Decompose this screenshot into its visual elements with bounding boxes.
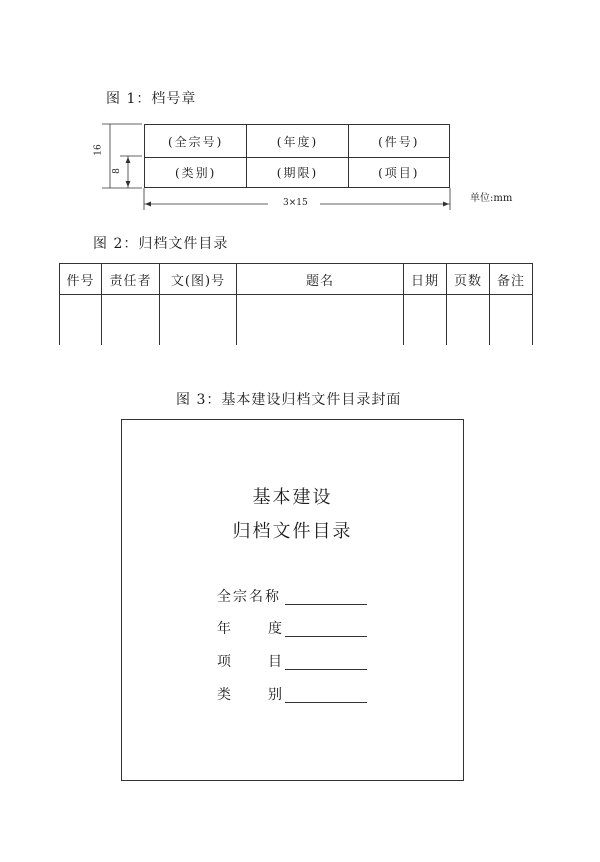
field-label-category xyxy=(217,684,282,704)
column-header-responsible-party: 责任者 xyxy=(102,264,160,295)
column-header-remarks: 备注 xyxy=(490,264,533,295)
stamp-cell-year: (年度) xyxy=(246,125,347,157)
field-line-category xyxy=(285,688,367,703)
field-label-fonds-name: 全宗名称 xyxy=(217,589,281,605)
stamp-cell-fonds-number: (全宗号) xyxy=(167,134,224,149)
field-label-char: 别 xyxy=(268,687,282,703)
field-label-char: 项 xyxy=(217,654,231,670)
field-label-char: 年 xyxy=(217,621,231,637)
column-header-page-count: 页数 xyxy=(447,264,490,295)
field-line-project xyxy=(285,655,367,670)
field-label-char: 类 xyxy=(217,687,231,703)
field-line-fonds-name xyxy=(285,590,367,605)
column-header-item-number: 件号 xyxy=(60,264,102,295)
figure-1-title: 图 1：档号章 xyxy=(106,91,197,107)
cover-title-line-1: 基本建设 xyxy=(252,487,333,508)
archive-catalog-table xyxy=(59,263,533,345)
stamp-cell-project: (项目) xyxy=(348,156,449,188)
stamp-cell-category: (类别) xyxy=(174,165,217,180)
column-header-date: 日期 xyxy=(404,264,447,295)
stamp-cell-retention: (期限) xyxy=(246,156,347,188)
table-header-row xyxy=(60,264,533,295)
catalog-cover xyxy=(121,419,464,781)
dimension-lines xyxy=(90,118,470,218)
cover-title-line-2: 归档文件目录 xyxy=(232,521,353,542)
field-line-year xyxy=(285,622,367,637)
column-header-title: 题名 xyxy=(237,264,404,295)
stamp-cell-item-number: (件号) xyxy=(348,125,449,157)
field-label-char: 目 xyxy=(268,654,282,670)
dimension-label-row-height: 8 xyxy=(111,168,122,174)
figure-3-title: 图 3：基本建设归档文件目录封面 xyxy=(176,392,402,408)
column-header-document-number: 文(图)号 xyxy=(160,264,237,295)
figure-2-title: 图 2：归档文件目录 xyxy=(93,236,229,252)
field-label-project xyxy=(217,651,282,671)
table-row xyxy=(60,295,533,346)
field-label-year xyxy=(217,618,282,638)
dimension-label-width: 3×15 xyxy=(283,198,308,208)
dimension-label-total-height: 16 xyxy=(93,144,104,156)
unit-label: 单位:mm xyxy=(470,193,513,204)
field-label-char: 度 xyxy=(268,621,282,637)
